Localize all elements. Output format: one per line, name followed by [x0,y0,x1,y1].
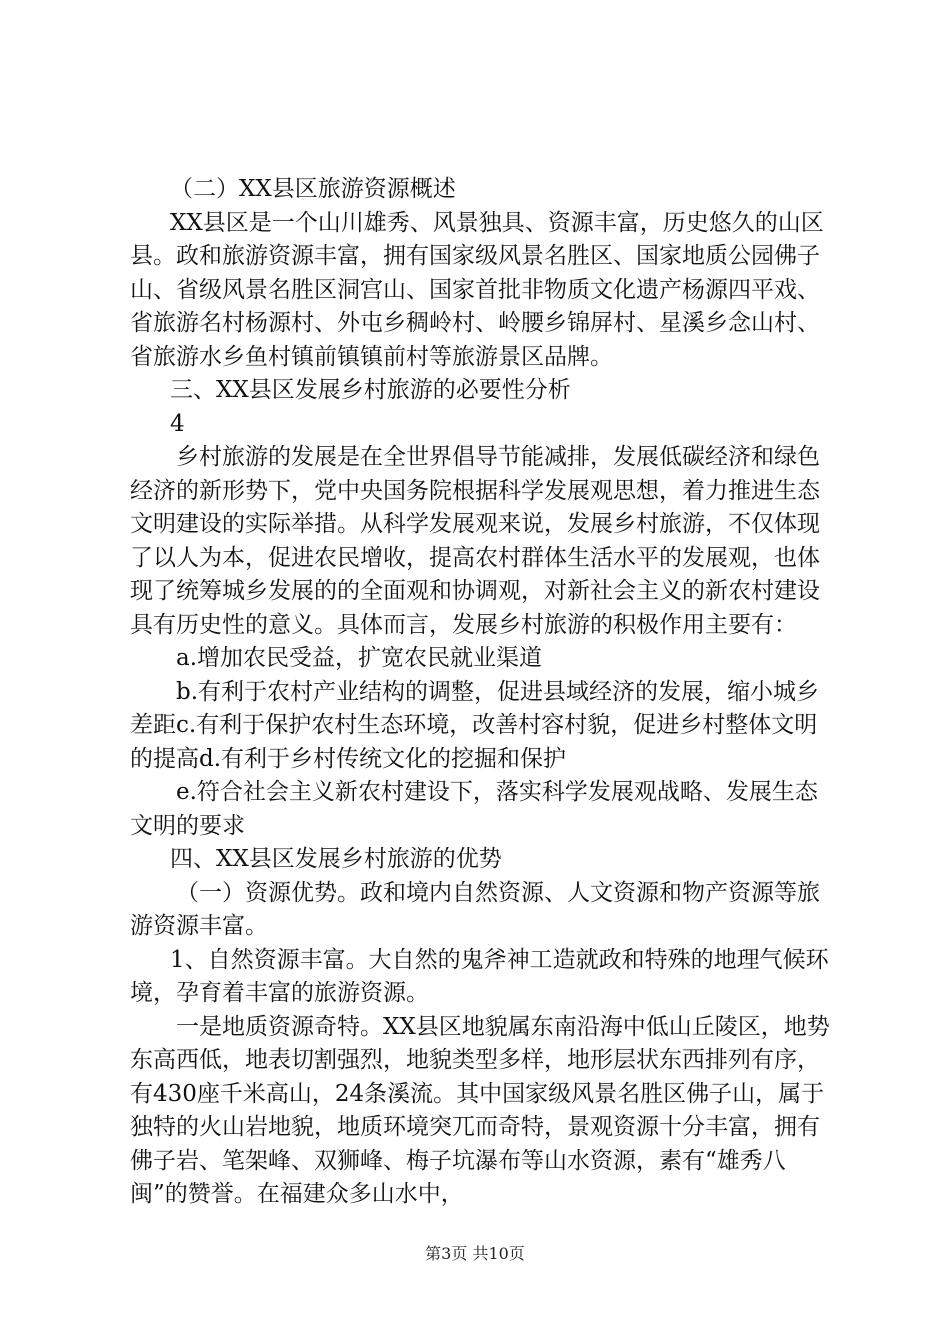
document-body [130,173,830,1212]
paragraph-overview: XX县区是一个山川雄秀、风景独具、资源丰富，历史悠久的山区县。政和旅游资源丰富，拥有国家级风景名胜区、国家地质公园佛子山、省级风景名胜区洞宫山、国家首批非物质文化遗产杨源四平戏、省旅游名村杨源村、外屯乡稠岭村、岭腰乡锦屏村、星溪乡念山村、省旅游水乡鱼村镇前镇镇前村等旅游景区品牌。 [130,209,824,370]
paragraph-geology: 一是地质资源奇特。XX县区地貌属东南沿海中低山丘陵区，地势东高西低，地表切割强烈，地貌类型多样，地形层状东西排列有序，有430座千米高山，24条溪流。其中国家级风景名胜区佛子山，属于独特的火山岩地貌，地质环境突兀而奇特，景观资源十分丰富，拥有佛子岩、笔架峰、双狮峰、梅子坑瀑布等山水资源，素有“雄秀八闽”的赞誉。在福建众多山水中， [130,1013,830,1207]
list-item-e: e.符合社会主义新农村建设下，落实科学发展观战略、发展生态文明的要求 [130,779,818,839]
paragraph-natural-resources: 1、自然资源丰富。大自然的鬼斧神工造就政和特殊的地理气候环境，孕育着丰富的旅游资源。 [130,946,829,1006]
paragraph-resource-advantage: （一）资源优势。政和境内自然资源、人文资源和物产资源等旅游资源丰富。 [130,879,820,939]
list-item-a: a.增加农民受益，扩宽农民就业渠道 [176,645,543,671]
paragraph-necessity: 乡村旅游的发展是在全世界倡导节能减排，发展低碳经济和绿色经济的新形势下，党中央国务院根据科学发展观思想，着力推进生态文明建设的实际举措。从科学发展观来说，发展乡村旅游，不仅体现了以人为本，促进农民增收，提高农村群体生活水平的发展观，也体现了统筹城乡发展的的全面观和协调观，对新社会主义的新农村建设具有历史性的意义。具体而言，发展乡村旅游的积极作用主要有： [130,444,820,638]
stray-number: 4 [170,410,185,437]
section-heading-advantages: 四、XX县区发展乡村旅游的优势 [170,846,502,872]
list-item-b-c-d: b.有利于农村产业结构的调整，促进县域经济的发展，缩小城乡差距c.有利于保护农村生态环境，改善村容村貌，促进乡村整体文明的提高d.有利于乡村传统文化的挖掘和保护 [130,678,820,772]
section-heading-overview: （二）XX县区旅游资源概述 [170,176,456,202]
section-heading-necessity: 三、XX县区发展乡村旅游的必要性分析 [170,377,571,403]
page-footer: 第3页 共10页 [425,1244,525,1263]
